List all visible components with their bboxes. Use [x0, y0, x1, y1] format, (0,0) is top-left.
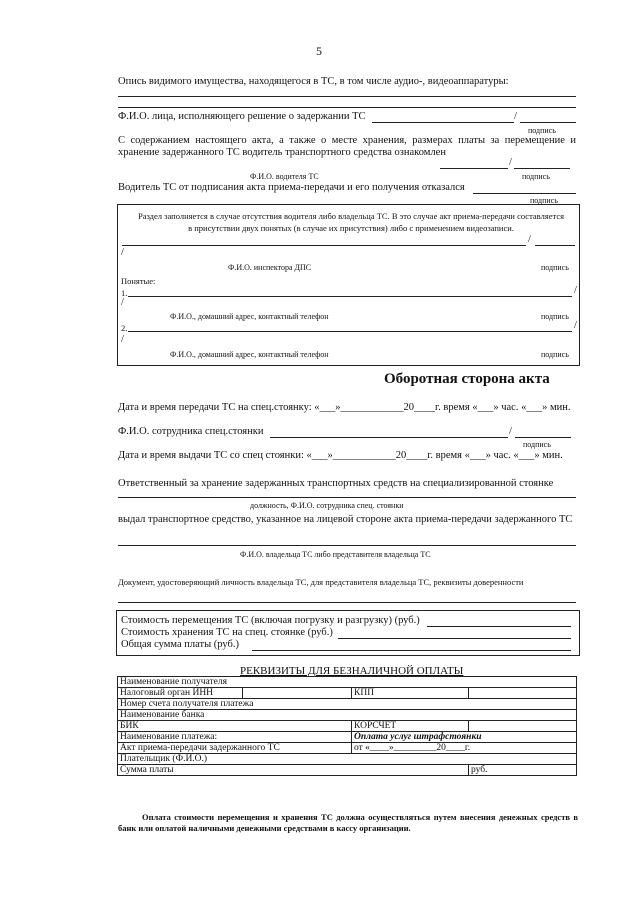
- executor-name-field[interactable]: [372, 122, 514, 123]
- driver-signature-caption: подпись: [522, 172, 550, 181]
- employee-signature-field[interactable]: [515, 437, 571, 438]
- inventory-line-2[interactable]: [118, 107, 576, 108]
- driver-slash: /: [509, 157, 512, 168]
- refusal-text: Водитель ТС от подписания акта приема-передачи и его получения отказался: [118, 182, 465, 193]
- witness1-slash-2: /: [121, 297, 124, 308]
- issued-text: выдал транспортное средство, указанное на лицевой стороне акта приема-передачи задержанного ТС: [118, 514, 573, 525]
- acknowledgement-text: С содержанием настоящего акта, а также о месте хранения, размерах платы за перемещение и хранение задержанного ТС водитель транспортного средства ознакомлен: [118, 135, 576, 158]
- kpp-cell[interactable]: КПП: [352, 688, 469, 699]
- inspector-name-caption: Ф.И.О. инспектора ДПС: [228, 263, 312, 272]
- reverse-side-title: Оборотная сторона акта: [384, 371, 550, 387]
- driver-name-caption: Ф.И.О. водителя ТС: [250, 172, 319, 181]
- page-number: 5: [316, 44, 322, 58]
- tax-inn-cell[interactable]: Налоговый орган ИНН: [118, 688, 243, 699]
- responsible-label: Ответственный за хранение задержанных транспортных средств на специализированной стоянке: [118, 478, 554, 489]
- witness1-slash: /: [574, 285, 577, 296]
- move-cost-label: Стоимость перемещения ТС (включая погрузку и разгрузку) (руб.): [121, 615, 420, 626]
- witness1-signature-caption: подпись: [541, 312, 569, 321]
- position-field[interactable]: [118, 497, 576, 498]
- owner-field[interactable]: [118, 545, 576, 546]
- inspector-slash: /: [528, 234, 531, 245]
- payment-name-cell: Наименование платежа:: [118, 732, 352, 743]
- table-row: [118, 677, 577, 688]
- document-field[interactable]: [118, 602, 576, 603]
- inventory-line-1[interactable]: [118, 96, 576, 97]
- payer-cell[interactable]: Плательщик (Ф.И.О.): [118, 754, 577, 765]
- witness2-number: 2.: [121, 323, 128, 333]
- executor-slash: /: [514, 111, 517, 122]
- payment-value-cell: Оплата услуг штрафстоянки: [352, 732, 577, 743]
- table-row: [118, 743, 577, 754]
- witness1-caption: Ф.И.О., домашний адрес, контактный телефон: [170, 312, 329, 321]
- total-cost-field[interactable]: [252, 650, 571, 651]
- employee-name-field[interactable]: [270, 437, 508, 438]
- witnesses-label: Понятые:: [121, 276, 156, 286]
- owner-caption: Ф.И.О. владельца ТС либо представителя владельца ТС: [240, 550, 431, 559]
- driver-name-field[interactable]: [440, 168, 508, 169]
- document-text: Документ, удостоверяющий личность владельца ТС, для представителя владельца ТС, реквизиты доверенности: [118, 577, 524, 587]
- table-row: [118, 732, 577, 743]
- table-row: [118, 699, 577, 710]
- korschet-cell[interactable]: КОРСЧЕТ: [352, 721, 469, 732]
- refusal-signature-caption: подпись: [530, 196, 558, 205]
- executor-label: Ф.И.О. лица, исполняющего решение о задержании ТС: [118, 111, 366, 122]
- witness2-slash-2: /: [121, 334, 124, 345]
- tax-inn-value[interactable]: [243, 688, 352, 699]
- sum-cell[interactable]: Сумма платы: [118, 765, 469, 776]
- korschet-value[interactable]: [469, 721, 577, 732]
- employee-slash: /: [509, 426, 512, 437]
- requisites-table: [117, 676, 577, 776]
- absence-section-text: Раздел заполняется в случае отсутствия водителя либо владельца ТС. В это случае акт приема-передачи составляется в присутствии двух понятых (в случае их присутствия) либо с применением видеозаписи.: [137, 211, 565, 233]
- table-row: [118, 710, 577, 721]
- inspector-slash-2: /: [121, 247, 124, 258]
- executor-signature-field[interactable]: [520, 122, 576, 123]
- inspector-signature-field[interactable]: [535, 245, 575, 246]
- total-cost-label: Общая сумма платы (руб.): [121, 639, 239, 650]
- witness2-field[interactable]: [128, 331, 572, 332]
- witness2-caption: Ф.И.О., домашний адрес, контактный телефон: [170, 350, 329, 359]
- employee-label: Ф.И.О. сотрудника спец.стоянки: [118, 426, 264, 437]
- employee-signature-caption: подпись: [523, 440, 551, 449]
- footer-note: Оплата стоимости перемещения и хранения ТС должна осуществляться путем внесения денежных средств в банк или оплатой наличными денежными средствами в кассу организации.: [118, 812, 578, 833]
- rub-cell: руб.: [469, 765, 577, 776]
- transfer-datetime-line: Дата и время передачи ТС на спец.стоянку: «___»____________20____г. время «___» час. «___» мин.: [118, 402, 571, 413]
- release-datetime-line: Дата и время выдачи ТС со спец стоянки: «___»____________20____г. время «___» час. «___» мин.: [118, 450, 563, 461]
- table-row: [118, 721, 577, 732]
- witness1-number: 1.: [121, 288, 128, 298]
- witness2-slash: /: [574, 320, 577, 331]
- position-caption: должность, Ф.И.О. сотрудника спец. стоянки: [250, 501, 404, 510]
- storage-cost-field[interactable]: [338, 638, 571, 639]
- inventory-label: Опись видимого имущества, находящегося в ТС, в том числе аудио-, видеоаппаратуры:: [118, 76, 509, 87]
- witness1-field[interactable]: [128, 296, 572, 297]
- bik-cell[interactable]: БИК: [118, 721, 352, 732]
- kpp-value[interactable]: [469, 688, 577, 699]
- storage-cost-label: Стоимость хранения ТС на спец. стоянке (руб.): [121, 627, 333, 638]
- requisites-title: РЕКВИЗИТЫ ДЛЯ БЕЗНАЛИЧНОЙ ОПЛАТЫ: [240, 665, 464, 677]
- table-row: [118, 688, 577, 699]
- table-row: [118, 765, 577, 776]
- driver-signature-field[interactable]: [514, 168, 570, 169]
- recipient-cell[interactable]: Наименование получателя: [118, 677, 577, 688]
- refusal-signature-field[interactable]: [473, 193, 576, 194]
- executor-signature-caption: подпись: [528, 126, 556, 135]
- act-cell: Акт приема-передачи задержанного ТС: [118, 743, 352, 754]
- bank-cell[interactable]: Наименование банка: [118, 710, 577, 721]
- table-row: [118, 754, 577, 765]
- witness2-signature-caption: подпись: [541, 350, 569, 359]
- account-cell[interactable]: Номер счета получателя платежа: [118, 699, 577, 710]
- move-cost-field[interactable]: [427, 626, 571, 627]
- act-date-cell[interactable]: от «____»_________20____г.: [352, 743, 577, 754]
- inspector-name-field[interactable]: [122, 245, 526, 246]
- inspector-signature-caption: подпись: [541, 263, 569, 272]
